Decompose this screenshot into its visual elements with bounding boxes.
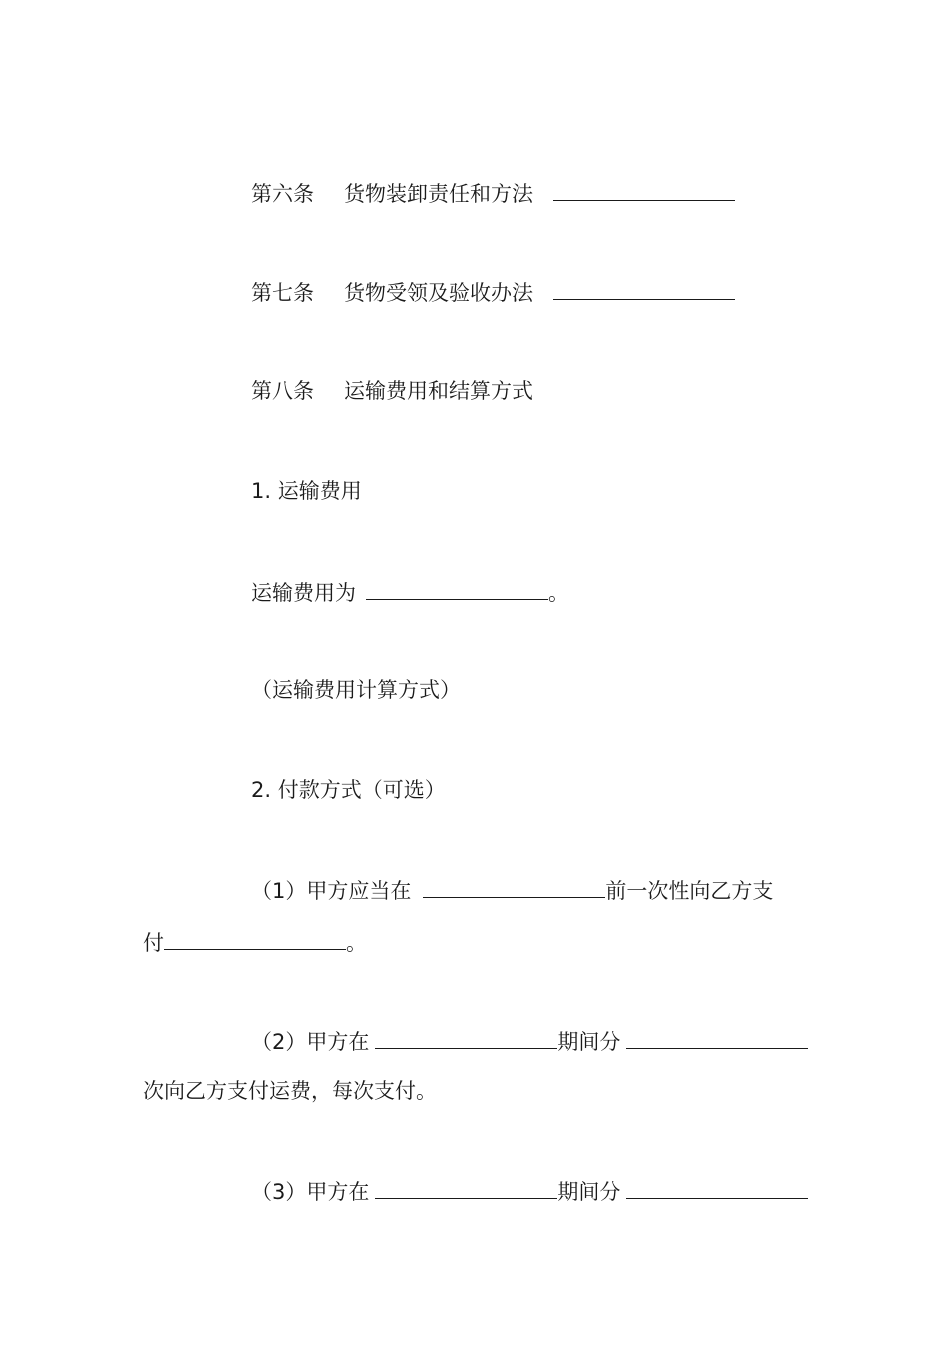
article-6-blank[interactable] — [553, 180, 735, 201]
option-1-line2-prefix: 付 — [143, 931, 164, 955]
transport-fee-label: 运输费用为 — [251, 581, 356, 605]
option-1-end: 。 — [346, 931, 367, 955]
option-3-count-blank[interactable] — [626, 1178, 808, 1199]
option-1-date-blank[interactable] — [423, 877, 605, 898]
option-1-line-2 — [143, 929, 367, 956]
option-2-count-blank[interactable] — [626, 1028, 808, 1049]
option-2-prefix: （2）甲方在 — [251, 1030, 370, 1054]
item-1-heading: 1. 运输费用 — [251, 479, 362, 503]
article-6-number: 第六条 — [251, 182, 314, 206]
article-8-number: 第八条 — [251, 379, 314, 403]
option-2-line-1 — [251, 1028, 808, 1055]
option-3-prefix: （3）甲方在 — [251, 1180, 370, 1204]
transport-fee-end: 。 — [548, 581, 569, 605]
article-7-number: 第七条 — [251, 281, 314, 305]
item-2-heading: 2. 付款方式（可选） — [251, 778, 446, 802]
option-2-period-blank[interactable] — [375, 1028, 557, 1049]
article-6-line — [251, 180, 735, 207]
option-1-prefix: （1）甲方应当在 — [251, 879, 412, 903]
article-7-title: 货物受领及验收办法 — [344, 281, 533, 305]
article-6-title: 货物装卸责任和方法 — [344, 182, 533, 206]
option-1-line-1 — [251, 877, 773, 904]
article-7-blank[interactable] — [553, 279, 735, 300]
option-3-mid: 期间分 — [557, 1180, 621, 1204]
option-1-mid: 前一次性向乙方支 — [605, 879, 774, 903]
article-7-line — [251, 279, 735, 306]
article-8-line — [251, 378, 533, 404]
option-3-line-1 — [251, 1178, 808, 1205]
option-3-period-blank[interactable] — [375, 1178, 557, 1199]
option-1-amount-blank[interactable] — [164, 929, 346, 950]
article-8-title: 运输费用和结算方式 — [344, 379, 533, 403]
transport-fee-line — [251, 579, 569, 606]
fee-calculation-note: （运输费用计算方式） — [251, 678, 461, 702]
option-2-line-2: 次向乙方支付运费，每次支付。 — [143, 1079, 437, 1103]
option-2-mid: 期间分 — [557, 1030, 621, 1054]
transport-fee-blank[interactable] — [366, 579, 548, 600]
